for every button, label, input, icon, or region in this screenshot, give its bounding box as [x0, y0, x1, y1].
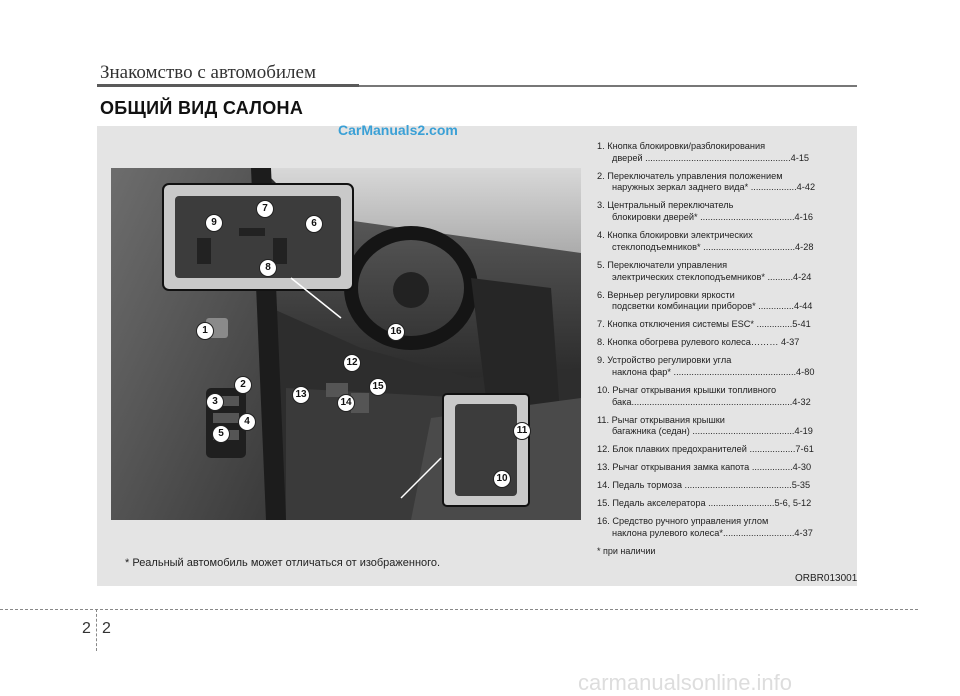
callout-3: 3	[206, 393, 224, 411]
legend-list	[597, 141, 852, 546]
callout-8: 8	[259, 259, 277, 277]
legend-item-10: 10. Рычаг открывания крышки топливного бака...............................................................4-32	[597, 384, 811, 407]
callout-14: 14	[337, 394, 355, 412]
callout-6: 6	[305, 215, 323, 233]
header-rule-light	[359, 85, 857, 87]
legend-item-2: 2. Переключатель управления положением наружных зеркал заднего вида* ..................4-42	[597, 170, 816, 193]
callout-11: 11	[513, 422, 531, 440]
callout-4: 4	[238, 413, 256, 431]
footer-dashed-rule	[0, 609, 918, 610]
legend-item-14: 14. Педаль тормоза ..........................................5-35	[597, 480, 811, 491]
legend-item-11: 11. Рычаг открывания крышки багажника (седан) ........................................4-19	[597, 414, 813, 437]
callout-16: 16	[387, 323, 405, 341]
interior-illustration	[111, 168, 581, 520]
footnote-disclaimer: * Реальный автомобиль может отличаться от изображенного.	[125, 557, 441, 569]
callout-13: 13	[292, 386, 310, 404]
legend-item-7: 7. Кнопка отключения системы ESC* ..............5-41	[597, 319, 811, 330]
callout-15: 15	[369, 378, 387, 396]
chapter-number: 2	[82, 620, 91, 637]
legend-item-16: 16. Средство ручного управления углом наклона рулевого колеса*............................4-37	[597, 516, 813, 539]
legend-item-3: 3. Центральный переключатель блокировки дверей* .....................................4-16	[597, 200, 813, 223]
legend-item-15: 15. Педаль акселератора ..........................5-6, 5-12	[597, 498, 812, 509]
legend-item-8: 8. Кнопка обогрева рулевого колеса……… 4-37	[597, 337, 800, 348]
legend-item-9: 9. Устройство регулировки угла наклона фар* ................................................4-80	[597, 355, 815, 377]
callout-2: 2	[234, 376, 252, 394]
footnote-optional: * при наличии	[597, 546, 656, 556]
legend-item-6: 6. Верньер регулировки яркости подсветки комбинации приборов* ..............4-44	[597, 289, 813, 312]
watermark-carmanuals2: CarManuals2.com	[338, 122, 458, 138]
page-number: 2	[102, 620, 111, 637]
callout-12: 12	[343, 354, 361, 372]
legend-item-13: 13. Рычаг открывания замка капота ................4-30	[597, 462, 812, 473]
callout-7: 7	[256, 200, 274, 218]
callout-1: 1	[196, 322, 214, 340]
legend-item-4: 4. Кнопка блокировки электрических стеклоподъемников* ....................................4-28	[597, 230, 814, 252]
callout-9: 9	[205, 214, 223, 232]
section-title: ОБЩИЙ ВИД САЛОНА	[100, 98, 304, 118]
legend-item-5: 5. Переключатели управления электрических стеклоподъемников* ..........4-24	[597, 259, 812, 282]
callout-5: 5	[212, 425, 230, 443]
footer-dashed-divider	[96, 609, 97, 651]
legend-item-12: 12. Блок плавких предохранителей ..................7-61	[597, 444, 814, 455]
chapter-title: Знакомство с автомобилем	[100, 62, 316, 83]
header-rule-dark	[97, 84, 359, 87]
watermark-carmanualsonline: carmanualsonline.info	[578, 670, 793, 695]
callout-10: 10	[493, 470, 511, 488]
legend-item-1: 1. Кнопка блокировки/разблокирования дверей .........................................................4-15	[597, 141, 810, 163]
image-code: ORBR013001	[795, 573, 858, 584]
